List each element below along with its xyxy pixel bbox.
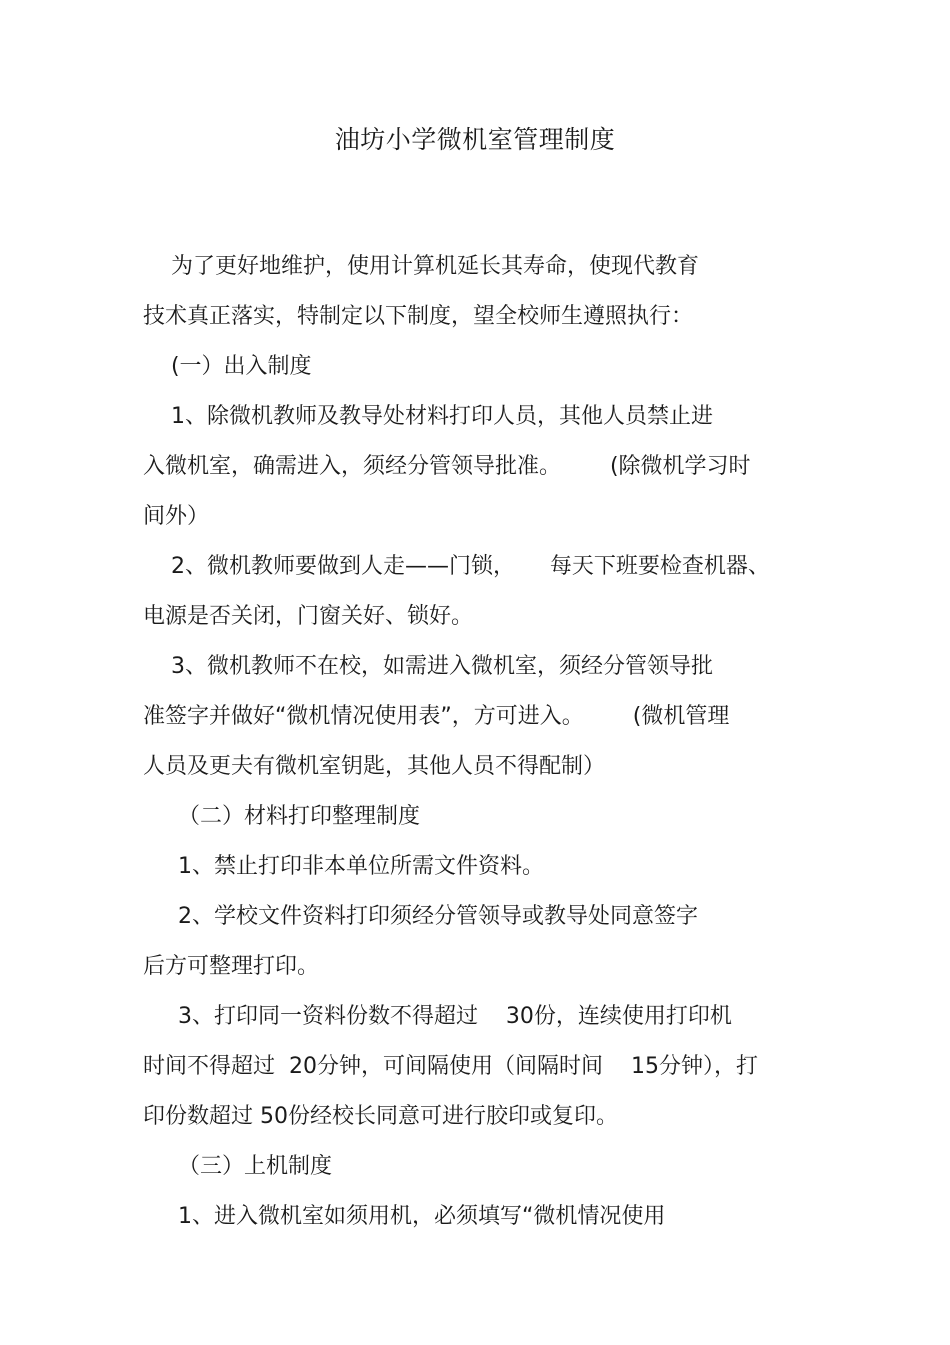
paragraph-line: 人员及更夫有微机室钥匙，其他人员不得配制） [143, 754, 606, 779]
paragraph-line: 印份数超过 50份经校长同意可进行胶印或复印。 [143, 1104, 618, 1129]
section-heading: （三）上机制度 [143, 1154, 332, 1179]
paragraph-line: 1、除微机教师及教导处材料打印人员，其他人员禁止进 [143, 404, 713, 429]
paragraph-line: 准签字并做好“微机情况使用表”，方可进入。 (微机管理 [143, 704, 730, 729]
paragraph-line: 2、学校文件资料打印须经分管领导或教导处同意签字 [143, 904, 698, 929]
paragraph-line: 技术真正落实，特制定以下制度，望全校师生遵照执行： [143, 304, 694, 329]
paragraph-line: 3、微机教师不在校，如需进入微机室，须经分管领导批 [143, 654, 713, 679]
paragraph-line: 时间不得超过 20分钟，可间隔使用（间隔时间 15分钟），打 [143, 1054, 758, 1079]
section-heading: (一）出入制度 [143, 354, 312, 379]
paragraph-line: 3、打印同一资料份数不得超过 30份，连续使用打印机 [143, 1004, 732, 1029]
paragraph-line: 间外） [143, 504, 210, 529]
paragraph-line: 为了更好地维护，使用计算机延长其寿命，使现代教育 [143, 254, 699, 279]
paragraph-line: 后方可整理打印。 [143, 954, 320, 979]
section-heading: （二）材料打印整理制度 [143, 804, 420, 829]
paragraph-line: 1、禁止打印非本单位所需文件资料。 [143, 854, 544, 879]
document-title: 油坊小学微机室管理制度 [334, 125, 616, 154]
paragraph-line: 1、进入微机室如须用机，必须填写“微机情况使用 [143, 1204, 666, 1229]
paragraph-line: 2、微机教师要做到人走——门锁， 每天下班要检查机器、 [143, 554, 770, 579]
paragraph-line: 电源是否关闭，门窗关好、锁好。 [143, 604, 474, 629]
paragraph-line: 入微机室，确需进入，须经分管领导批准。 (除微机学习时 [143, 454, 751, 479]
